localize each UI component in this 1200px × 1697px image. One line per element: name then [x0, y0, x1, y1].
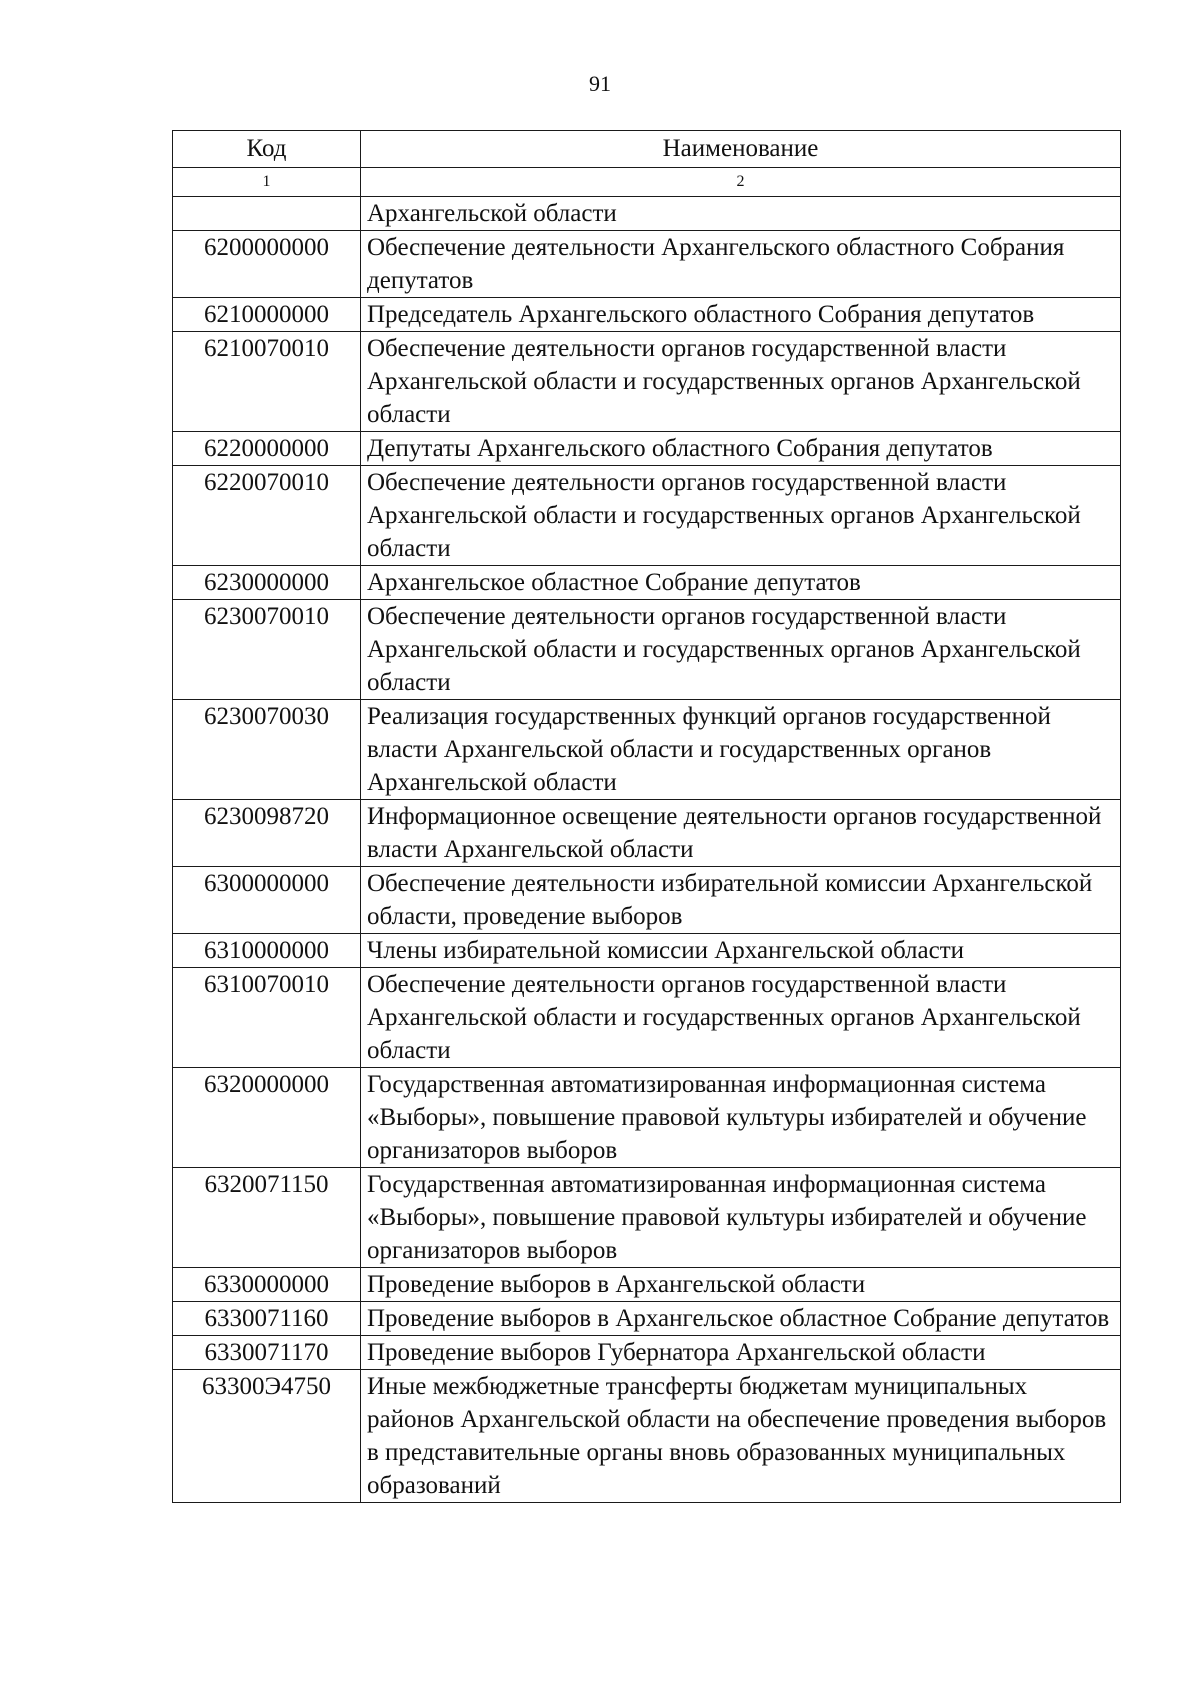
row-name: Обеспечение деятельности органов государственной власти Архангельской области и государственных органов Архангельской области	[361, 600, 1121, 700]
row-code: 6320071150	[173, 1168, 361, 1268]
row-name: Обеспечение деятельности Архангельского областного Собрания депутатов	[361, 231, 1121, 298]
header-row	[173, 131, 1121, 168]
row-name: Председатель Архангельского областного Собрания депутатов	[361, 298, 1121, 332]
column-number-row	[173, 168, 1121, 197]
row-name: Обеспечение деятельности органов государственной власти Архангельской области и государственных органов Архангельской области	[361, 466, 1121, 566]
row-name: Проведение выборов в Архангельское областное Собрание депутатов	[361, 1302, 1121, 1336]
row-code: 6320000000	[173, 1068, 361, 1168]
row-code: 6300000000	[173, 867, 361, 934]
table-row	[173, 600, 1121, 700]
table-row	[173, 432, 1121, 466]
row-name: Обеспечение деятельности избирательной комиссии Архангельской области, проведение выборов	[361, 867, 1121, 934]
row-code	[173, 197, 361, 231]
row-code: 6230070030	[173, 700, 361, 800]
table-row	[173, 197, 1121, 231]
table-row	[173, 867, 1121, 934]
table-row	[173, 1336, 1121, 1370]
row-name: Информационное освещение деятельности органов государственной власти Архангельской области	[361, 800, 1121, 867]
row-name: Государственная автоматизированная информационная система «Выборы», повышение правовой культуры избирателей и обучение организаторов выборов	[361, 1168, 1121, 1268]
row-code: 6230098720	[173, 800, 361, 867]
table-row	[173, 466, 1121, 566]
row-name: Обеспечение деятельности органов государственной власти Архангельской области и государственных органов Архангельской области	[361, 968, 1121, 1068]
row-name: Проведение выборов Губернатора Архангельской области	[361, 1336, 1121, 1370]
row-code: 6230000000	[173, 566, 361, 600]
table-row	[173, 231, 1121, 298]
row-code: 6310070010	[173, 968, 361, 1068]
row-code: 63300Э4750	[173, 1370, 361, 1503]
row-name: Архангельское областное Собрание депутатов	[361, 566, 1121, 600]
row-code: 6330071160	[173, 1302, 361, 1336]
table-row	[173, 1302, 1121, 1336]
page-number: 91	[589, 71, 611, 96]
row-code: 6220070010	[173, 466, 361, 566]
header-code: Код	[173, 131, 361, 168]
table-row	[173, 800, 1121, 867]
table-row	[173, 1168, 1121, 1268]
table-row	[173, 298, 1121, 332]
row-name: Реализация государственных функций органов государственной власти Архангельской области и государственных органов Архангельской области	[361, 700, 1121, 800]
table-row	[173, 566, 1121, 600]
row-code: 6210000000	[173, 298, 361, 332]
table-row	[173, 700, 1121, 800]
table-row	[173, 1068, 1121, 1168]
row-code: 6220000000	[173, 432, 361, 466]
row-name: Депутаты Архангельского областного Собрания депутатов	[361, 432, 1121, 466]
row-name: Проведение выборов в Архангельской области	[361, 1268, 1121, 1302]
row-code: 6230070010	[173, 600, 361, 700]
table-row	[173, 934, 1121, 968]
budget-code-table	[172, 130, 1121, 1503]
row-name: Иные межбюджетные трансферты бюджетам муниципальных районов Архангельской области на обеспечение проведения выборов в представительные органы вновь образованных муниципальных образований	[361, 1370, 1121, 1503]
column-number-name: 2	[361, 168, 1121, 197]
header-name: Наименование	[361, 131, 1121, 168]
table-row	[173, 332, 1121, 432]
row-code: 6200000000	[173, 231, 361, 298]
row-name: Государственная автоматизированная информационная система «Выборы», повышение правовой культуры избирателей и обучение организаторов выборов	[361, 1068, 1121, 1168]
row-code: 6330000000	[173, 1268, 361, 1302]
row-name: Архангельской области	[361, 197, 1121, 231]
column-number-code: 1	[173, 168, 361, 197]
row-code: 6330071170	[173, 1336, 361, 1370]
row-name: Обеспечение деятельности органов государственной власти Архангельской области и государственных органов Архангельской области	[361, 332, 1121, 432]
table-row	[173, 1268, 1121, 1302]
table-row	[173, 968, 1121, 1068]
table-row	[173, 1370, 1121, 1503]
row-code: 6310000000	[173, 934, 361, 968]
row-code: 6210070010	[173, 332, 361, 432]
row-name: Члены избирательной комиссии Архангельской области	[361, 934, 1121, 968]
